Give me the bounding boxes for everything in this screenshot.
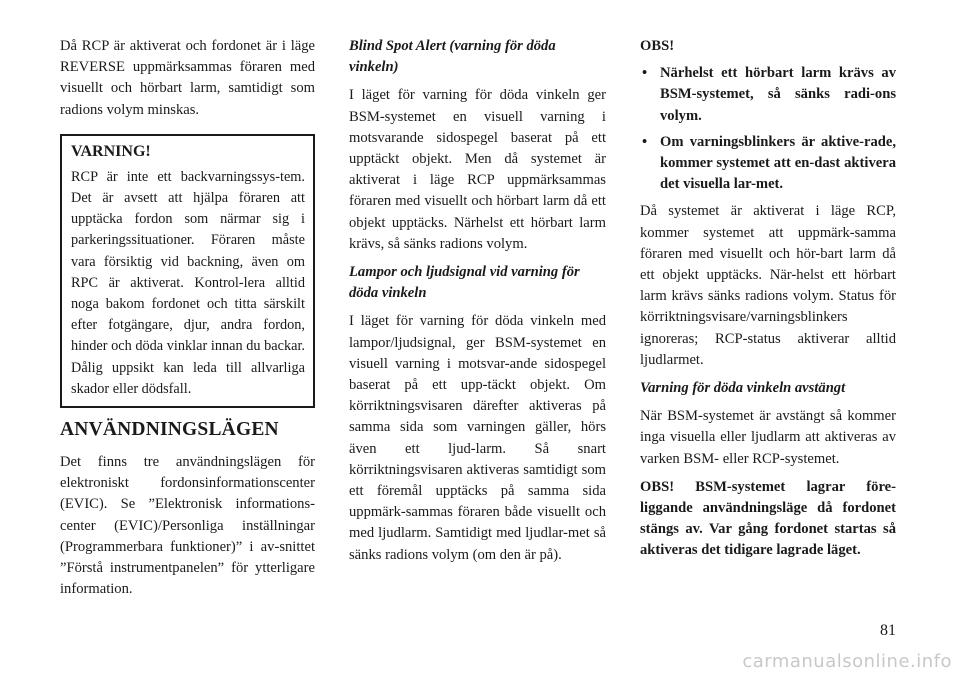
subheading-blind-spot-off: Varning för döda vinkeln avstängt: [640, 380, 846, 397]
watermark: carmanualsonline.info: [742, 651, 952, 672]
warning-text: RCP är inte ett backvarningssys-tem. Det är avsett att hjälpa föraren att upptäcka fordon som närmar sig i parkeringssituationer. Föraren måste vara försiktig vid backning, även om RPC är aktiverat. Kontrol-lera alltid noga bakom fordonet och titta särskilt efter fotgängare, djur, andra fordon, hinder och döda vinklar innan du backar. Dålig uppsikt kan leda till allvarliga skador eller dödsfall.: [71, 168, 305, 397]
column-left: [60, 36, 315, 600]
page-number: 81: [880, 622, 896, 639]
section-heading: ANVÄNDNINGSLÄGEN: [60, 419, 279, 441]
warning-box: [60, 134, 315, 408]
subheading-blind-spot-alert: Blind Spot Alert (varning för döda vinkeln): [349, 38, 556, 76]
bullet-icon: •: [642, 65, 648, 82]
subheading-lamps-and-sound: Lampor och ljudsignal vid varning för döda vinkeln: [349, 264, 580, 302]
lamps-and-sound-paragraph: I läget för varning för döda vinkeln med lampor/ljudsignal, ger BSM-systemet en visuell varning i motsvar-ande sidospegel baserat på ett upp-täckt objekt. Om körriktningsvisaren därefter aktiveras på samma sida som varningen gäller, hörs även ett ljud-larm. Så snart körriktningsvisaren aktiveras samtidigt som ett föremål upptäcks på samma sida uppmärk-sammas föraren både visuellt och med ljudlarm. Samtidigt med ljudlar-met så sänks radions volym (om den är på).: [349, 313, 606, 563]
bullet-icon: •: [642, 133, 648, 150]
section-paragraph: Det finns tre användningslägen för elektroniskt fordonsinformationscenter (EVIC). Se ”Elektronisk informations-center (EVIC)/Personliga inställningar (Programmerbara funktioner)” i av-snittet ”Förstå instrumentpanelen” för ytterligare information.: [60, 454, 315, 598]
obs-note: OBS! BSM-systemet lagrar före-liggande användningsläge då fordonet stängs av. Var gång fordonet startas så aktiveras det tidigare lagrade läget.: [640, 478, 896, 559]
list-item: • Om varningsblinkers är aktive-rade, kommer systemet att en-dast aktivera det visuella lar-met.: [642, 133, 896, 193]
list-item: • Närhelst ett hörbart larm krävs av BSM-systemet, så sänks radi-ons volym.: [642, 65, 896, 124]
column-middle: [349, 36, 606, 566]
obs-label: OBS!: [640, 38, 675, 54]
blind-spot-alert-paragraph: I läget för varning för döda vinkeln ger BSM-systemet en visuell varning i motsvarande sidospegel baserat på ett upptäckt objekt. Men då systemet är aktiverat i läge RCP uppmärksammas föraren med visuellt och hörbart larm då ett objekt upptäcks. Närhelst ett hörbart larm krävs, så sänks radions volym.: [349, 87, 606, 252]
warning-title: VARNING!: [71, 142, 151, 160]
blind-spot-off-paragraph: När BSM-systemet är avstängt så kommer inga visuella eller ljudlarm att aktiveras av varken BSM- eller RCP-systemet.: [640, 408, 896, 467]
rcp-paragraph: Då systemet är aktiverat i läge RCP, kommer systemet att uppmärk-samma föraren med visuellt och hör-bart larm då ett objekt upptäcks. När-helst ett hörbart larm krävs sänks radions volym. Status för körriktningsvisare/varningsblinkers ignoreras; RCP-status aktiverar alltid ljudlarmet.: [640, 203, 896, 368]
obs-bullet-list: [640, 63, 896, 195]
column-right: [640, 36, 896, 562]
intro-paragraph: Då RCP är aktiverat och fordonet är i läge REVERSE uppmärksammas föraren med visuellt och hörbart larm, samtidigt som radions volym minskas.: [60, 38, 315, 118]
